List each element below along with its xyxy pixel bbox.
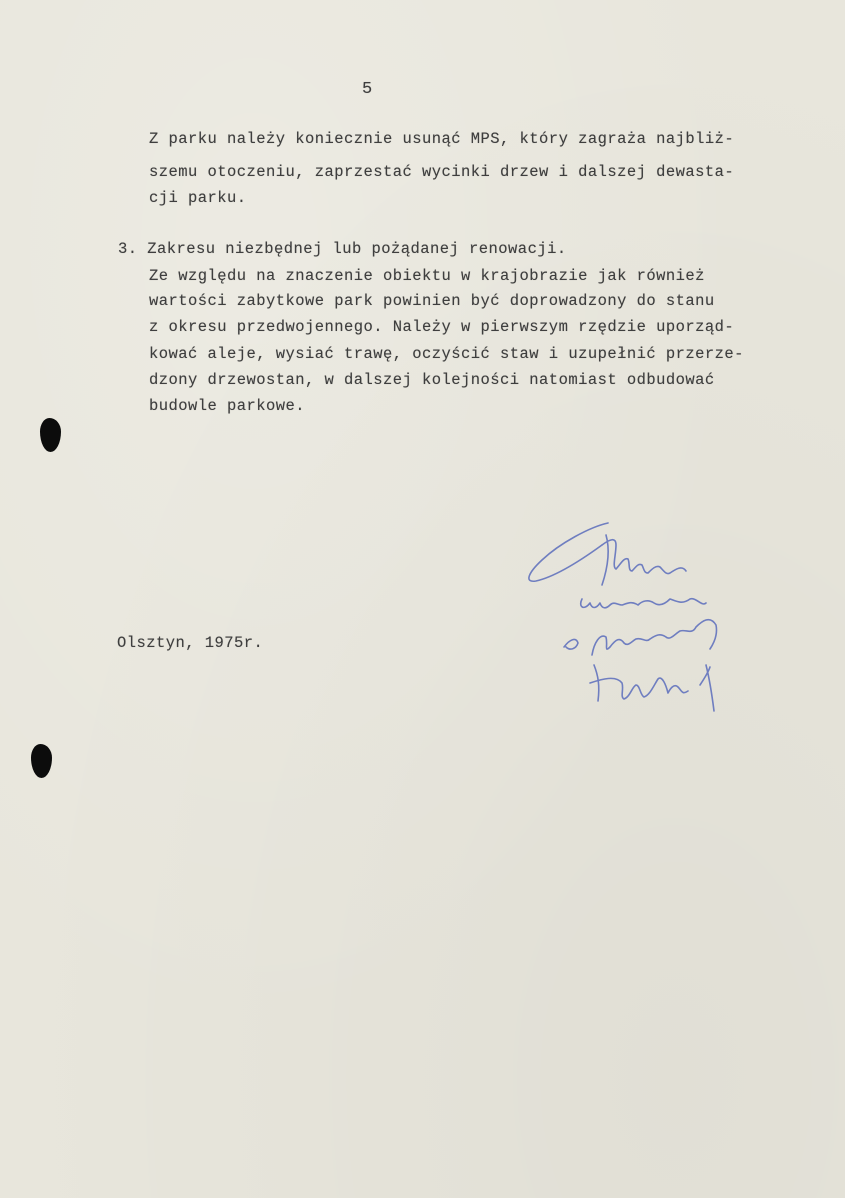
text-line: dzony drzewostan, w dalszej kolejności natomiast odbudować (149, 371, 715, 389)
text-line: z okresu przedwojennego. Należy w pierwszym rzędzie uporząd- (149, 318, 735, 336)
text-line: budowle parkowe. (149, 397, 306, 415)
text-line: wartości zabytkowe park powinien być doprowadzony do stanu (149, 292, 715, 310)
text-line: kować aleje, wysiać trawę, oczyścić staw i uzupełnić przerze- (149, 345, 744, 363)
section-heading: 3. Zakresu niezbędnej lub pożądanej renowacji. (118, 240, 567, 258)
text-line: szemu otoczeniu, zaprzestać wycinki drzew i dalszej dewasta- (149, 163, 735, 181)
text-line: cji parku. (149, 189, 247, 207)
text-line: Ze względu na znaczenie obiektu w krajobrazie jak również (149, 267, 705, 285)
handwritten-signature (520, 515, 740, 715)
page-number: 5 (362, 80, 373, 99)
punch-hole-bottom (31, 744, 52, 778)
text-line: Z parku należy koniecznie usunąć MPS, który zagraża najbliż- (149, 130, 735, 148)
place-date: Olsztyn, 1975r. (117, 634, 264, 652)
punch-hole-top (40, 418, 61, 452)
